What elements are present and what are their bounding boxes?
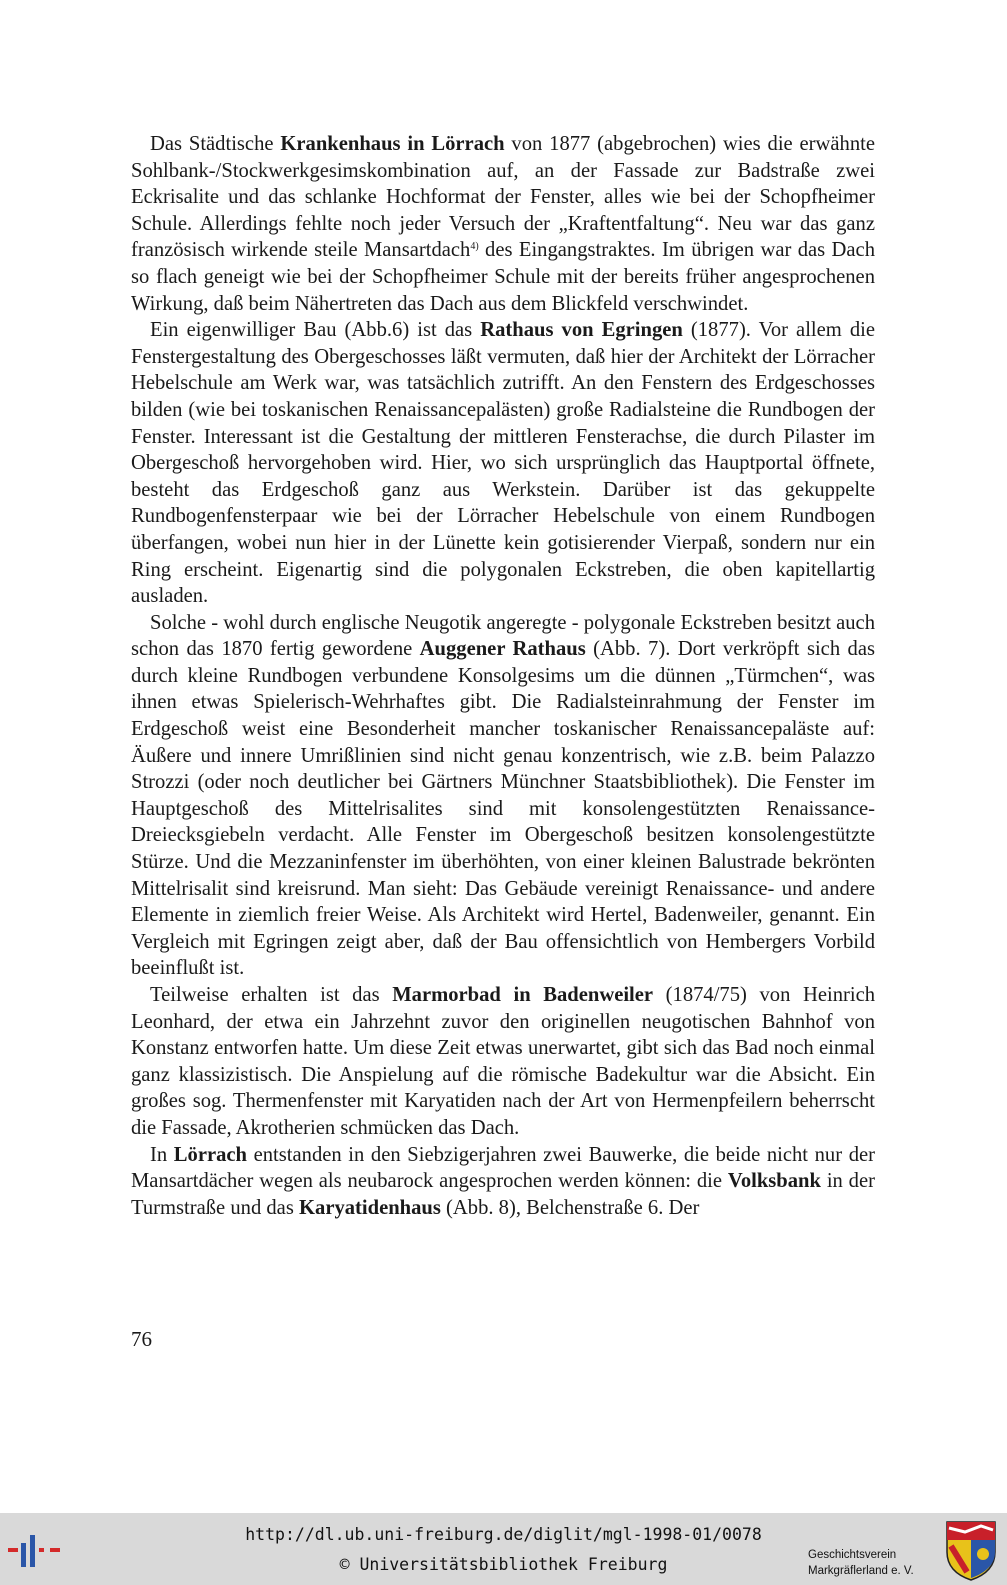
text-run: (1877). Vor allem die Fenstergestaltung des Obergeschosses läßt vermuten, daß hier der Architekt der Lörracher Hebelschule am Werk war, was tatsächlich zutrifft. An den Fenstern des Erdgeschosses bilden (wie bei toskanischen Renaissancepalästen) große Radialsteine die Rundbogen der Fenster. Interessant ist die Gestaltung der mittleren Fensterachse, die durch Pilaster im Obergeschoß hervorgehoben wird. Hier, wo sich ursprünglich das Hauptportal öffnete, besteht das Erdgeschoß ganz aus Werkstein. Darüber ist das gekuppelte Rundbogenfensterpaar wie bei der Lörracher Hebelschule von einem Rundbogen überfangen, wobei nun hier in der Lünette kein gotisierender Vierpaß, sondern nur ein Ring erscheint. Eigenartig sind die polygonalen Eckstreben, die oben kapitellartig ausladen. [131,319,875,608]
bold-term: Auggener Rathaus [419,638,586,661]
text-run: in der Turmstraße und das [131,1170,875,1219]
text-run: Das Städtische [150,133,281,155]
text-run: des Eingangstraktes. Im übrigen war das Dach so flach geneigt wie bei der Schopfheimer Schule mit der bereits früher angesprochenen Wirkung, daß beim Nähertreten das Dach aus dem Blickfeld verschwindet. [131,239,875,315]
coat-of-arms-icon [943,1518,999,1582]
society-name-line2: Markgräflerland e. V. [808,1565,914,1577]
paragraph [131,131,875,317]
bold-term: Marmorbad in Badenweiler [392,984,654,1006]
paragraph [131,1142,875,1222]
society-name-line1: Geschichtsverein [808,1549,897,1561]
page-body [131,131,875,1221]
text-run: (Abb. 8), Belchenstraße 6. Der [440,1196,700,1219]
text-run: (Abb. 7). Dort verkröpft sich das durch kleine Rundbogen verbundene Konsolgesims um die dünnen „Türmchen“, was ihnen etwas Spielerisch-Wehrhaftes gibt. Die Radialsteinrahmung der Fenster im Erdgeschoß weist eine Besonderheit mancher toskanischer Renaissancepaläste auf: Äußere und innere Umrißlinien sind nicht genau konzentrisch, wie z.B. beim Palazzo Strozzi (oder noch deutlicher bei Gärtners Münchner Staatsbibliothek). Die Fenster im Hauptgeschoß des Mittelrisalites sind mit konsolengestützten Renaissance-Dreiecksgiebeln verdacht. Alle Fenster im Obergeschoß besitzen konsolengestützte Stürze. Und die Mezzaninfenster im überhöhten, von einer kleinen Balustrade bekrönten Mittelrisalit sind kreisrund. Man sieht: Das Gebäude vereinigt Renaissance- und andere Elemente in ziemlich freier Weise. Als Architekt wird Hertel, Badenweiler, genannt. Ein Vergleich mit Egringen zeigt aber, daß der Bau offensichtlich von Hembergers Vorbild beeinflußt ist. [131,638,875,980]
text-run: entstanden in den Siebzigerjahren zwei Bauwerke, die beide nicht nur der Mansartdächer wegen als neubarock angesprochen werden können: die [131,1143,875,1193]
text-run: Solche - wohl durch englische Neugotik angeregte - polygonale Eckstreben besitzt auch schon das 1870 fertig gewordene [131,611,875,661]
text-run: In [150,1143,174,1166]
footer-url-link[interactable]: http://dl.ub.uni-freiburg.de/diglit/mgl-1998-01/0078 [245,1525,762,1544]
text-run: (1874/75) von Heinrich Leonhard, der etwa ein Jahrzehnt zuvor den originellen neugotischen Bahnhof von Konstanz entworfen hatte. Um diese Zeit etwas unerwartet, gibt sich das Bad noch einmal ganz klassizistisch. Die Anspielung auf die römische Badekultur war die Absicht. Ein großes sog. Thermenfenster mit Karyatiden nach der Art von Hermenpfeilern beherrscht die Fassade, Akrotherien schmücken das Dach. [131,984,876,1139]
text-run: Ein eigenwilliger Bau (Abb.6) ist das [150,319,481,342]
bold-term: Karyatidenhaus [299,1196,441,1219]
footer-bar [0,1513,1007,1585]
paragraph [131,610,875,982]
footer-copyright: © Universitätsbibliothek Freiburg [339,1555,668,1574]
footnote-ref: 4) [470,241,479,253]
bold-term: Volksbank [727,1170,821,1193]
text-run: Teilweise erhalten ist das [150,984,393,1006]
society-name [808,1547,938,1579]
page-number: 76 [131,1327,152,1351]
bold-term: Lörrach [173,1143,247,1166]
paragraph [131,317,875,610]
text-run: von 1877 (abgebrochen) wies die erwähnte Sohlbank-/Stockwerkgesimskombination auf, an der Fassade zur Badstraße zwei Eckrisalite und das schlanke Hochformat der Fenster, alles wie bei der Schopfheimer Schule. Allerdings fehlte noch jeder Versuch der „Kraftentfaltung“. Neu war das ganz französisch wirkende steile Mansartdach [131,133,875,262]
bold-term: Krankenhaus in Lörrach [280,133,505,155]
paragraph [131,982,875,1142]
bold-term: Rathaus von Egringen [480,319,683,342]
